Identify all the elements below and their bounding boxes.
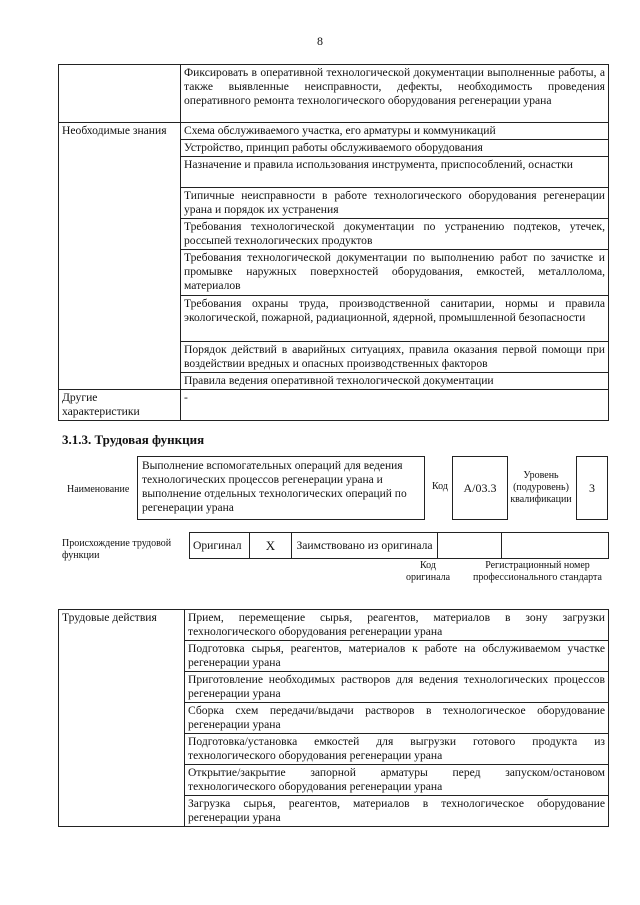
- knowledge-item: Схема обслуживаемого участка, его арматуры и коммуникаций: [181, 123, 609, 140]
- borrowed-label: Заимствовано из оригинала: [292, 533, 438, 559]
- first-row-text: Фиксировать в оперативной технологической документации выполненные работы, а также выявленные неисправности, дефекты, необходимость проведения оперативного ремонта технологического оборудования регенерации урана: [181, 65, 609, 123]
- level-value: 3: [589, 481, 595, 495]
- knowledge-item: Требования охраны труда, производственной санитарии, нормы и правила экологической, пожарной, радиационной, ядерной, промышленной безопасности: [181, 296, 609, 342]
- action-item: Прием, перемещение сырья, реагентов, материалов в зону загрузки технологического оборудования регенерации урана: [185, 610, 609, 641]
- origin-code-cell: [438, 533, 502, 559]
- reg-caption: Регистрационный номер профессионального стандарта: [473, 560, 602, 583]
- knowledge-label: Необходимые знания: [59, 123, 181, 390]
- origin-label: Происхождение трудовой функции: [62, 538, 172, 561]
- level-label: Уровень (подуровень) квалификации: [510, 470, 572, 505]
- code-value: A/03.3: [463, 481, 497, 495]
- actions-table: [58, 609, 609, 827]
- empty-cell: [59, 65, 181, 123]
- knowledge-item: Типичные неисправности в работе технологического оборудования регенерации урана и порядок их устранения: [181, 188, 609, 219]
- other-value: -: [181, 390, 609, 421]
- action-item: Загрузка сырья, реагентов, материалов в технологическое оборудование регенерации урана: [185, 796, 609, 827]
- level-box: [576, 456, 608, 520]
- knowledge-item: Устройство, принцип работы обслуживаемого оборудования: [181, 140, 609, 157]
- origin-table: [189, 532, 609, 559]
- code-box: [452, 456, 508, 520]
- actions-label: Трудовые действия: [59, 610, 185, 827]
- knowledge-item: Порядок действий в аварийных ситуациях, правила оказания первой помощи при воздействии вредных и опасных производственных факторов: [181, 342, 609, 373]
- origin-reg-cell: [502, 533, 609, 559]
- knowledge-table: [58, 64, 609, 421]
- action-item: Открытие/закрытие запорной арматуры перед запуском/остановом технологического оборудования регенерации урана: [185, 765, 609, 796]
- knowledge-item: Требования технологической документации по устранению подтеков, утечек, россыпей технологических продуктов: [181, 219, 609, 250]
- action-item: Подготовка/установка емкостей для выгрузки готового продукта из технологического оборудования регенерации урана: [185, 734, 609, 765]
- action-item: Сборка схем передачи/выдачи растворов в технологическое оборудование регенерации урана: [185, 703, 609, 734]
- knowledge-item: Требования технологической документации по выполнению работ по зачистке и промывке наружных поверхностей оборудования, емкостей, металлолома, материалов: [181, 250, 609, 296]
- page-number: 8: [317, 34, 323, 48]
- original-mark: X: [250, 533, 292, 559]
- name-box: [137, 456, 425, 520]
- section-title: 3.1.3. Трудовая функция: [62, 432, 205, 447]
- other-label: Другие характеристики: [59, 390, 181, 421]
- name-label: Наименование: [67, 484, 130, 495]
- code-label: Код: [432, 481, 448, 492]
- code-caption: Код оригинала: [405, 560, 451, 583]
- action-item: Приготовление необходимых растворов для ведения технологических процессов регенерации урана: [185, 672, 609, 703]
- action-item: Подготовка сырья, реагентов, материалов к работе на обслуживаемом участке регенерации урана: [185, 641, 609, 672]
- knowledge-item: Назначение и правила использования инструмента, приспособлений, оснастки: [181, 157, 609, 188]
- knowledge-item: Правила ведения оперативной технологической документации: [181, 373, 609, 390]
- name-value: Выполнение вспомогательных операций для ведения технологических процессов регенерации урана и выполнение отдельных технологических операций по регенерации урана: [142, 460, 407, 514]
- original-label: Оригинал: [190, 533, 250, 559]
